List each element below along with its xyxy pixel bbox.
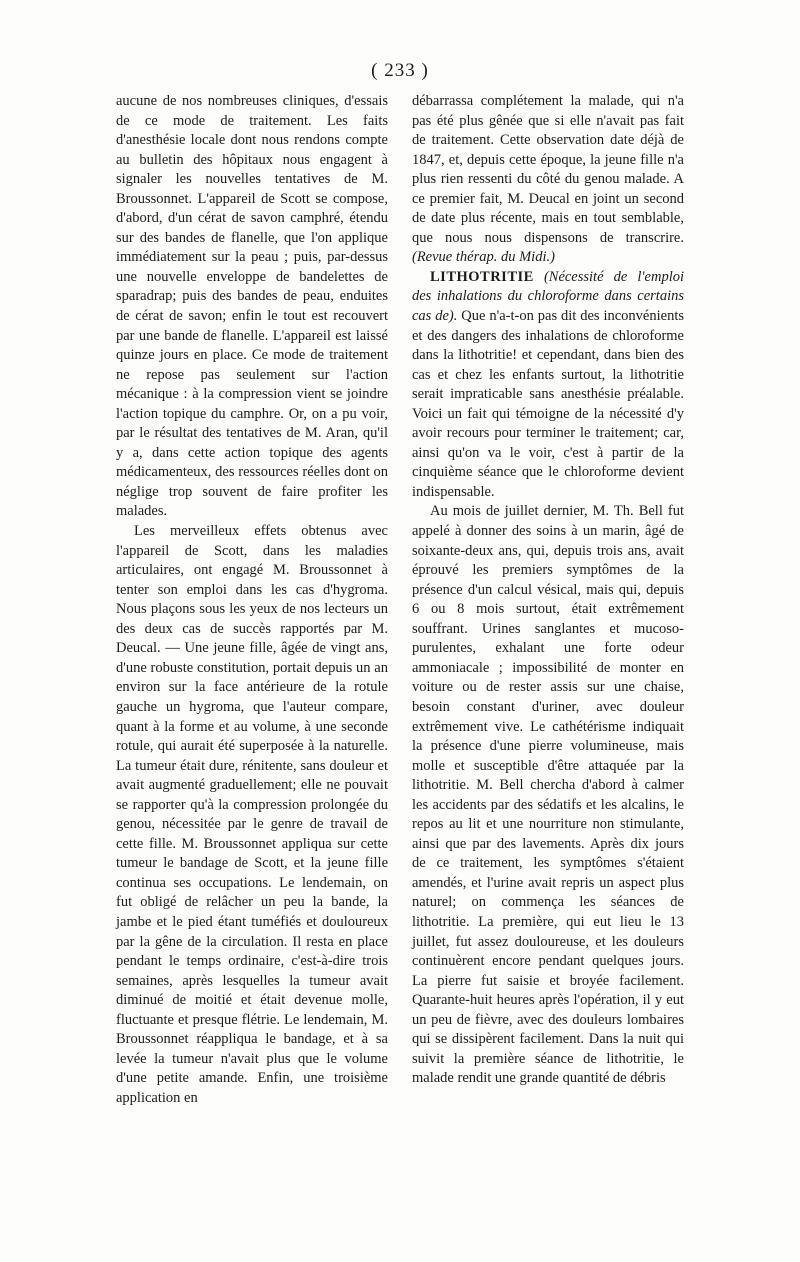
right-paragraph-2 <box>412 268 684 503</box>
citation: (Revue thérap. du Midi.) <box>412 249 555 266</box>
left-paragraph-1: aucune de nos nombreuses cliniques, d'essais de ce mode de traitement. Les faits d'anesthésie locale dont nous rendons compte au bulletin des hôpitaux nous engagent à signaler les nouvelles tentatives de M. Broussonnet. L'appareil de Scott se compose, d'abord, d'un cérat de savon camphré, étendu sur des bandes de flanelle, que l'on applique immédiatement sur la peau ; puis, par-dessus une nouvelle enveloppe de bandelettes de sparadrap; puis des bandes de peau, enduites de cérat de savon; enfin le tout est recouvert par une bande de flanelle. L'appareil est laissé quinze jours en place. Ce mode de traitement ne repose pas seulement sur l'action mécanique : à la compression vient se joindre l'action topique du camphre. Or, on a pu voir, par le résultat des tentatives de M. Aran, qu'il y a, dans cette action topique des agents médicamenteux, des ressources réelles dont on néglige trop souvent de faire profiter les malades. <box>116 93 388 520</box>
page-number: ( 233 ) <box>371 60 429 81</box>
right-paragraph-1-text: débarrassa complétement la malade, qui n'a pas été plus gênée que si elle n'avait pas fait de traitement. Cette observation date déjà de 1847, et, depuis cette époque, la jeune fille n'a plus rien ressenti du côté du genou malade. A ce premier fait, M. Deucal en joint un second de date plus récente, mais en tout semblable, que nous nous dispensons de transcrire. <box>412 93 684 246</box>
right-paragraph-1 <box>412 92 684 268</box>
section-body: Que n'a-t-on pas dit des inconvénients et des dangers des inhalations de chloroforme dans la lithotritie! et cependant, dans bien des cas et chez les enfants surtout, la lithotritie serait impraticable sans anesthésie préalable. Voici un fait qui témoigne de la nécessité d'y avoir recours pour terminer le traitement; car, ainsi qu'on va le voir, c'est à partir de la cinquième séance que le chloroforme devient indispensable. <box>412 308 684 500</box>
left-column <box>116 92 388 1108</box>
right-paragraph-3: Au mois de juillet dernier, M. Th. Bell fut appelé à donner des soins à un marin, âgé de soixante-deux ans, qui, depuis trois ans, avait éprouvé les premiers symptômes de la présence d'un calcul vésical, mais qui, depuis 6 ou 8 mois surtout, était extrêmement souffrant. Urines sanglantes et mucoso-purulentes, exhalant une forte odeur ammoniacale ; impossibilité de monter en voiture ou de rester assis sur une chaise, besoin constant d'uriner, avec douleur extrêmement vive. Le cathétérisme indiquait la présence d'une pierre volumineuse, mais molle et susceptible d'être attaquée par la lithotritie. M. Bell chercha d'abord à calmer les accidents par des sédatifs et les alcalins, le repos au lit et une nourriture non stimulante, ainsi que par des lavements. Après dix jours de ce traitement, les symptômes s'étaient amendés, et l'urine avait repris un aspect plus naturel; on commença les séances de lithotritie. La première, qui eut lieu le 13 juillet, fut assez douloureuse, et les douleurs continuèrent encore pendant quelques jours. La pierre fut saisie et broyée facilement. Quarante-huit heures après l'opération, il y eut un peu de fièvre, avec des douleurs lombaires qui se dissipèrent facilement. Dans la nuit qui suivit la première séance de lithotritie, le malade rendit une grande quantité de débris <box>412 503 684 1087</box>
section-heading: LITHOTRITIE <box>430 268 534 285</box>
right-column <box>412 92 684 1089</box>
section-subtitle: (Nécessité de l'emploi des inhalations du chloroforme dans certains cas de). <box>412 268 685 325</box>
left-paragraph-2: Les merveilleux effets obtenus avec l'appareil de Scott, dans les maladies articulaires, ont engagé M. Broussonnet à tenter son emploi dans les cas d'hygroma. Nous plaçons sous les yeux de nos lecteurs un des deux cas de succès rapportés par M. Deucal. — Une jeune fille, âgée de vingt ans, d'une robuste constitution, portait depuis un an environ sur la face antérieure de la rotule gauche un hygroma, que l'auteur compare, quant à la forme et au volume, à une seconde rotule, qui aurait été superposée à la naturelle. La tumeur était dure, rénitente, sans douleur et avait augmenté graduellement; elle ne pouvait se rapporter qu'à la compression prolongée du genou, nécessitée par le genre de travail de cette fille. M. Broussonnet appliqua sur cette tumeur le bandage de Scott, et la jeune fille continua ses occupations. Le lendemain, on fut obligé de relâcher un peu la bande, la jambe et le pied étant tuméfiés et douloureux par la gêne de la circulation. Il resta en place pendant le temps ordinaire, c'est-à-dire trois semaines, après lesquelles la tumeur avait diminué de moitié et était devenue molle, fluctuante et presque flétrie. Le lendemain, M. Broussonnet réappliqua le bandage, et à sa levée la tumeur n'avait plus que le volume d'une petite amande. Enfin, une troisième application en <box>116 523 388 1106</box>
